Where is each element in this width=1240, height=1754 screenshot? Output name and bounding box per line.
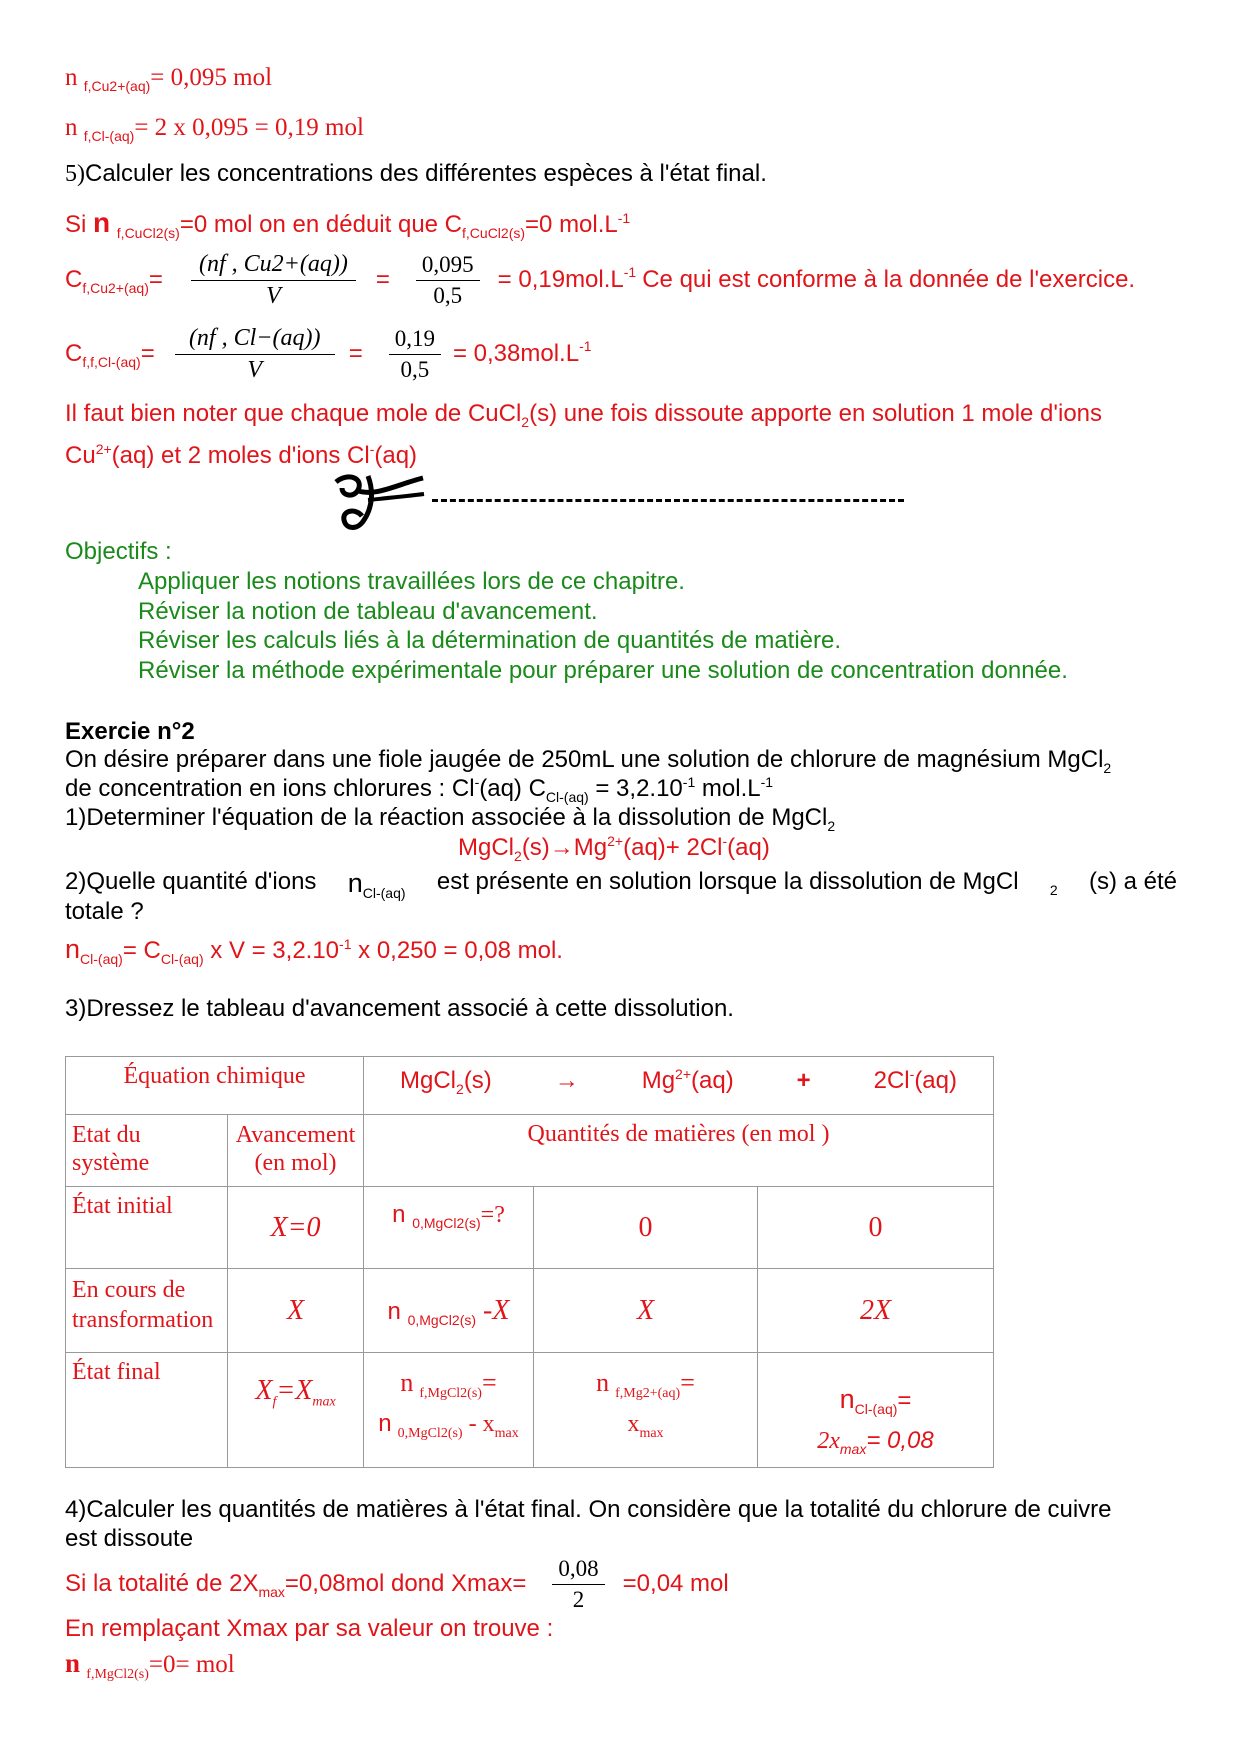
etat-initial-label: État initial <box>66 1187 228 1269</box>
header-mgcl2: MgCl$_2$(s) <box>400 1067 492 1097</box>
table-header-reaction <box>364 1057 994 1115</box>
objectif-item: Réviser la méthode expérimentale pour préparer une solution de concentration donnée. <box>138 657 1068 684</box>
objectif-item: Réviser les calculs liés à la détermination de quantités de matière. <box>138 627 842 654</box>
dissolution-equation: $MgCl_2(s)\to Mg^{2+}(aq)+ 2Cl^-(aq)$ <box>458 833 770 864</box>
table-row <box>66 1057 994 1115</box>
ex2-question-1: 1)Determiner l'équation de la réaction associée à la dissolution de MgCl$_2$ <box>65 804 836 834</box>
conc-cu-line: C $_{f,Cu2+(aq)}$ = $\frac{(nf , Cu2+(aq))}{V}$ = $\frac{0,095}{0,5}$ = 0,19mol.L $^{-1}$ Ce qui est conforme à la donnée de l'exercice. <box>65 250 1136 309</box>
init-mg2: 0 <box>534 1187 758 1269</box>
init-cl: 0 <box>758 1187 994 1269</box>
q5-line1: Si n $_{f,CuCl2(s)}$=0 mol on en déduit que $C_{f,CuCl2(s)}=0$ $mol.L^{-1}$ <box>65 207 631 241</box>
header-cl: 2Cl-(aq) <box>873 1066 957 1094</box>
ex2-answer-4-line3: n $_{f,MgCl2(s)}$=0= mol <box>65 1648 235 1682</box>
cours-mgcl2: n $_{0,MgCl2(s)}$ -X <box>364 1269 534 1353</box>
n-final-cu: n $_{f,Cu2+(aq)}$= 0,095 mol <box>65 64 273 94</box>
table-row <box>66 1187 994 1269</box>
conc-cl-line: C $_{f,f,Cl-(aq)}$ = $\frac{(nf , Cl-(aq))}{V}$ = $\frac{0,19}{0,5}$ = 0,38mol.L $^{-1}$ <box>65 324 592 383</box>
table-row <box>66 1115 994 1187</box>
quantites-label: Quantités de matières (en mol ) <box>364 1115 994 1187</box>
ex2-answer-2: $n_{Cl-(aq)}= C_{Cl-(aq)}$ x $V = 3,2.10^{-1}$ x 0,250 = 0,08 mol. <box>65 934 563 967</box>
fraction-xmax: $\frac{0,08}{2}$ <box>552 1556 604 1613</box>
en-cours-label: En cours de transformation <box>66 1269 228 1353</box>
init-x: X=0 <box>228 1187 364 1269</box>
fraction-cl-values: $\frac{0,19}{0,5}$ <box>389 326 441 383</box>
ex2-question-2-cont: totale ? <box>65 898 144 925</box>
header-plus: + <box>796 1067 811 1094</box>
table-header-equation: Équation chimique <box>66 1057 364 1115</box>
ex2-intro-2: de concentration en ions chlorures : Cl-(aq) $C_{Cl-(aq)} = 3,2.10^{-1}$ $mol.L^{-1}$ <box>65 774 774 805</box>
ex2-question-2: 2)Quelle quantité d'ions $n_{Cl-(aq)}$ est présente en solution lorsque la dissolution de MgCl $_2$ (s) a été <box>65 868 1177 901</box>
cours-mg2: X <box>534 1269 758 1353</box>
ex2-answer-4: Si la totalité de 2X $_{max}$ =0,08mol dond Xmax= $\frac{0,08}{2}$ =0,04 mol <box>65 1555 729 1612</box>
table-row <box>66 1269 994 1353</box>
ex2-intro-1: On désire préparer dans une fiole jaugée de 250mL une solution de chlorure de magnésium MgCl$_2$ <box>65 746 1112 776</box>
question-5: 5)Calculer les concentrations des différentes espèces à l'état final. <box>65 160 767 187</box>
ex2-question-4-cont: est dissoute <box>65 1525 194 1552</box>
ex2-question-4: 4)Calculer les quantités de matières à l'état final. On considère que la totalité du chlorure de cuivre <box>65 1496 1112 1523</box>
ex2-answer-4-line2: En remplaçant Xmax par sa valeur on trouve : <box>65 1615 554 1642</box>
etat-final-label: État final <box>66 1353 228 1468</box>
final-mg2: n $_{f,Mg2+(aq)}$= $x_{max}$ <box>534 1353 758 1468</box>
objectifs-title: Objectifs : <box>65 538 172 565</box>
avancement-label: Avancement (en mol) <box>228 1115 364 1187</box>
fraction-cu-values: $\frac{0,095}{0,5}$ <box>416 252 480 309</box>
header-mg2: $Mg^{2+}(aq)$ <box>641 1066 734 1094</box>
fraction-cl: $\frac{(nf , Cl-(aq))}{V}$ <box>175 325 335 384</box>
n-final-cl: n $_{f,Cl-(aq)}$= 2 x 0,095 = 0,19 mol <box>65 114 364 144</box>
final-mgcl2: n $_{f,MgCl2(s)}$= n $_{0,MgCl2(s)} - x_{max}$ <box>364 1353 534 1468</box>
objectif-item: Appliquer les notions travaillées lors de ce chapitre. <box>138 568 685 595</box>
advancement-table <box>65 1056 994 1468</box>
init-mgcl2: n $_{0,MgCl2(s)}$=? <box>364 1187 534 1269</box>
header-arrow: → <box>554 1067 579 1094</box>
ex2-question-3: 3)Dressez le tableau d'avancement associé à cette dissolution. <box>65 995 734 1022</box>
note-line-1: Il faut bien noter que chaque mole de CuCl$_2$(s) une fois dissoute apporte en solution 1 mole d'ions <box>65 400 1103 430</box>
table-row <box>66 1353 994 1468</box>
scissors-icon <box>328 468 428 536</box>
cut-line <box>432 499 904 502</box>
cours-cl: 2X <box>758 1269 994 1353</box>
final-cl: $n_{Cl-(aq)}=$ $2x_{max}= 0,08$ <box>758 1353 994 1468</box>
objectif-item: Réviser la notion de tableau d'avancement. <box>138 598 598 625</box>
cours-x: X <box>228 1269 364 1353</box>
etat-label: Etat du système <box>66 1115 228 1187</box>
fraction-cu: $\frac{(nf , Cu2+(aq))}{V}$ <box>191 251 356 310</box>
final-x: $X_f=X_{max}$ <box>228 1353 364 1468</box>
note-line-2: $Cu^{2+}(aq)$ et 2 moles d'ions Cl-(aq) <box>65 441 418 469</box>
exercise-2-title: Exercie n°2 <box>65 718 195 745</box>
